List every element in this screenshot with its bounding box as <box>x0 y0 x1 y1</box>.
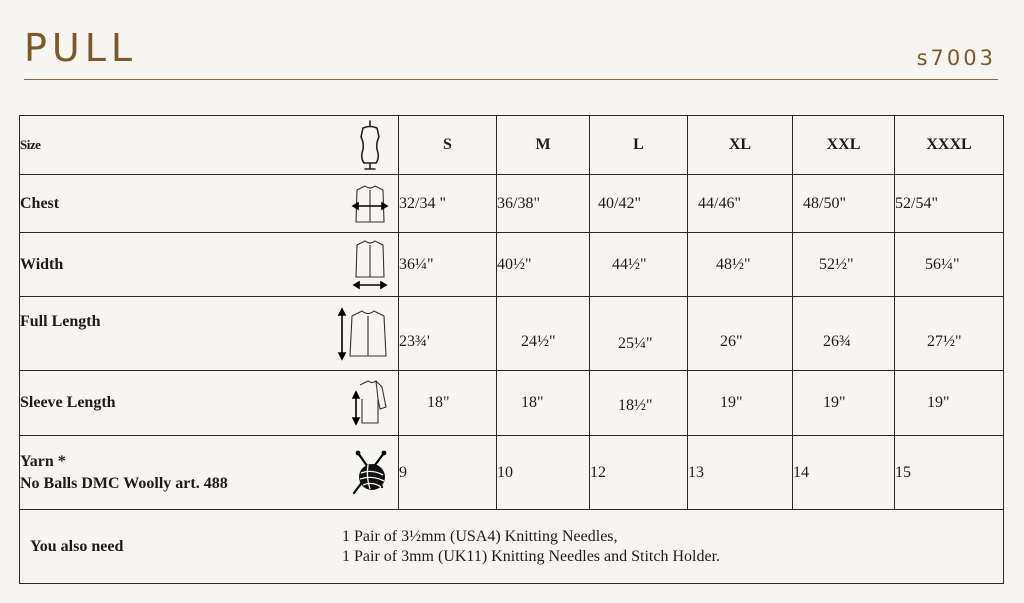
full-length-measure-icon <box>336 306 392 362</box>
yarn-label-cell <box>20 436 399 510</box>
width-label: Width <box>20 255 64 273</box>
width-value-xl: 48½" <box>688 233 793 297</box>
yarn-value-xxl: 14 <box>793 436 895 510</box>
chest-measure-icon <box>348 178 392 230</box>
full-length-value-xxxl: 27½" <box>895 297 1004 371</box>
full-length-value-s: 23¾' <box>399 297 497 371</box>
size-header-xxl: XXL <box>793 116 895 175</box>
you-also-need-label: You also need <box>30 537 124 555</box>
full-length-value-xxl: 26¾ <box>793 297 895 371</box>
yarn-value-l: 12 <box>590 436 688 510</box>
sleeve-length-value-s: 18" <box>399 371 497 436</box>
size-header-row <box>20 116 1004 175</box>
size-chart-table <box>19 115 1004 584</box>
yarn-value-xxxl: 15 <box>895 436 1004 510</box>
chest-label: Chest <box>20 194 60 212</box>
sleeve-length-value-xl: 19" <box>688 371 793 436</box>
yarn-value-m: 10 <box>497 436 590 510</box>
width-value-xxxl: 56¼" <box>895 233 1004 297</box>
full-length-value-xl: 26" <box>688 297 793 371</box>
full-length-value-l: 25¼" <box>590 297 688 371</box>
sleeve-length-label-cell <box>20 371 399 436</box>
sleeve-length-label: Sleeve Length <box>20 394 116 411</box>
needles-line-1: 1 Pair of 3½mm (USA4) Knitting Needles, <box>342 527 618 545</box>
sleeve-length-value-xxxl: 19" <box>895 371 1004 436</box>
sleeve-length-row <box>20 371 1004 436</box>
yarn-balls-label: No Balls DMC Woolly art. 488 <box>20 474 228 492</box>
chest-value-s: 32/34 " <box>399 175 497 233</box>
title-divider <box>24 79 998 80</box>
you-also-need-row <box>20 510 1004 584</box>
width-value-xxl: 52½" <box>793 233 895 297</box>
you-also-need-cell <box>20 510 1004 584</box>
width-value-m: 40½" <box>497 233 590 297</box>
full-length-label: Full Length <box>20 312 101 330</box>
size-header-m: M <box>497 116 590 175</box>
full-length-value-m: 24½" <box>497 297 590 371</box>
pattern-title: PULL <box>24 26 138 70</box>
yarn-value-s: 9 <box>399 436 497 510</box>
size-header-l: L <box>590 116 688 175</box>
sleeve-length-value-m: 18" <box>497 371 590 436</box>
sleeve-length-measure-icon <box>348 377 392 429</box>
dress-form-icon <box>348 119 392 171</box>
chest-value-m: 36/38" <box>497 175 590 233</box>
width-measure-icon <box>348 239 392 291</box>
chest-value-xxxl: 52/54" <box>895 175 1004 233</box>
full-length-row <box>20 297 1004 371</box>
chest-value-xxl: 48/50" <box>793 175 895 233</box>
chest-value-l: 40/42" <box>590 175 688 233</box>
sleeve-length-value-xxl: 19" <box>793 371 895 436</box>
yarn-value-xl: 13 <box>688 436 793 510</box>
pattern-code: s7003 <box>916 46 996 70</box>
width-row <box>20 233 1004 297</box>
size-header-xxxl: XXXL <box>895 116 1004 175</box>
size-header-xl: XL <box>688 116 793 175</box>
size-label-cell <box>20 116 399 175</box>
chest-value-xl: 44/46" <box>688 175 793 233</box>
width-value-l: 44½" <box>590 233 688 297</box>
needles-line-2: 1 Pair of 3mm (UK11) Knitting Needles and Stitch Holder. <box>342 547 721 565</box>
sleeve-length-value-l: 18½" <box>590 371 688 436</box>
yarn-ball-icon <box>348 447 392 499</box>
size-label: Size <box>20 137 41 152</box>
width-value-s: 36¼" <box>399 233 497 297</box>
yarn-row <box>20 436 1004 510</box>
full-length-label-cell <box>20 297 399 371</box>
yarn-label: Yarn * <box>20 452 66 470</box>
width-label-cell <box>20 233 399 297</box>
size-header-s: S <box>399 116 497 175</box>
chest-row <box>20 175 1004 233</box>
chest-label-cell <box>20 175 399 233</box>
